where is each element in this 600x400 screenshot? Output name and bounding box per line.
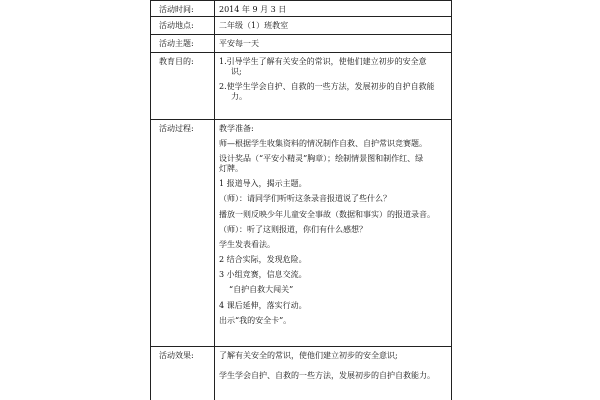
goal-line: 识; [231,66,242,76]
process-line: 师—根据学生收集资料的情况制作自救、自护常识竞赛题。 [219,139,427,149]
label-activity-place: 活动地点: [151,17,215,35]
process-line: 4 课后延伸，落实行动。 [219,300,307,310]
row-activity-place [151,17,452,35]
row-activity-theme [151,35,452,53]
label-activity-theme: 活动主题: [151,35,215,53]
value-activity-time: 2014 年 9 月 3 日 [215,1,452,17]
process-line: 设计奖品（“平安小精灵”胸章）；绘制情景图和制作红、绿 [219,154,424,164]
effect-line: 了解有关安全的常识，使他们建立初步的安全意识; [219,351,398,360]
process-line: 灯牌。 [219,163,243,173]
process-line: 2 结合实际，发现危险。 [219,255,307,265]
row-education-goal [151,53,452,120]
process-line: 播放一则反映少年儿童安全事故（数据和事实）的报道录音。 [219,209,435,219]
process-line: 3 小组竞赛，信息交流。 [219,270,307,280]
process-line: “自护自救大闯关” [229,285,294,295]
process-line: （师）：听了这则报道，你们有什么感想？ [219,224,367,234]
row-activity-effect [151,347,452,400]
process-line: 出示“我的安全卡”。 [219,315,292,325]
value-activity-effect [215,347,452,400]
label-activity-time: 活动时间: [151,1,215,17]
activity-record-table [150,0,452,400]
value-activity-theme: 平安每一天 [215,35,452,53]
process-line: 教学准备: [219,124,254,133]
label-activity-effect: 活动效果: [151,347,215,400]
goal-line: 力。 [231,91,247,101]
label-education-goal: 教育目的: [151,53,215,120]
process-line: （师）：请同学们听听这条录音报道说了些什么？ [219,194,391,204]
label-activity-process: 活动过程: [151,120,215,347]
row-activity-process [151,120,452,347]
goal-line: 1.引导学生了解有关安全的常识，使他们建立初步的安全意 [219,57,427,66]
process-line: 1 报道导入，揭示主题。 [219,179,307,189]
value-education-goal [215,53,452,120]
value-activity-process [215,120,452,347]
process-line: 学生发表看法。 [219,239,275,249]
row-activity-time [151,1,452,17]
goal-line: 2.使学生学会自护、自救的一些方法，发展初步的自护自救能 [219,82,435,92]
value-activity-place: 二年级（1）班教室 [215,17,452,35]
effect-line: 学生学会自护、自救的一些方法，发展初步的自护自救能力。 [219,370,435,380]
